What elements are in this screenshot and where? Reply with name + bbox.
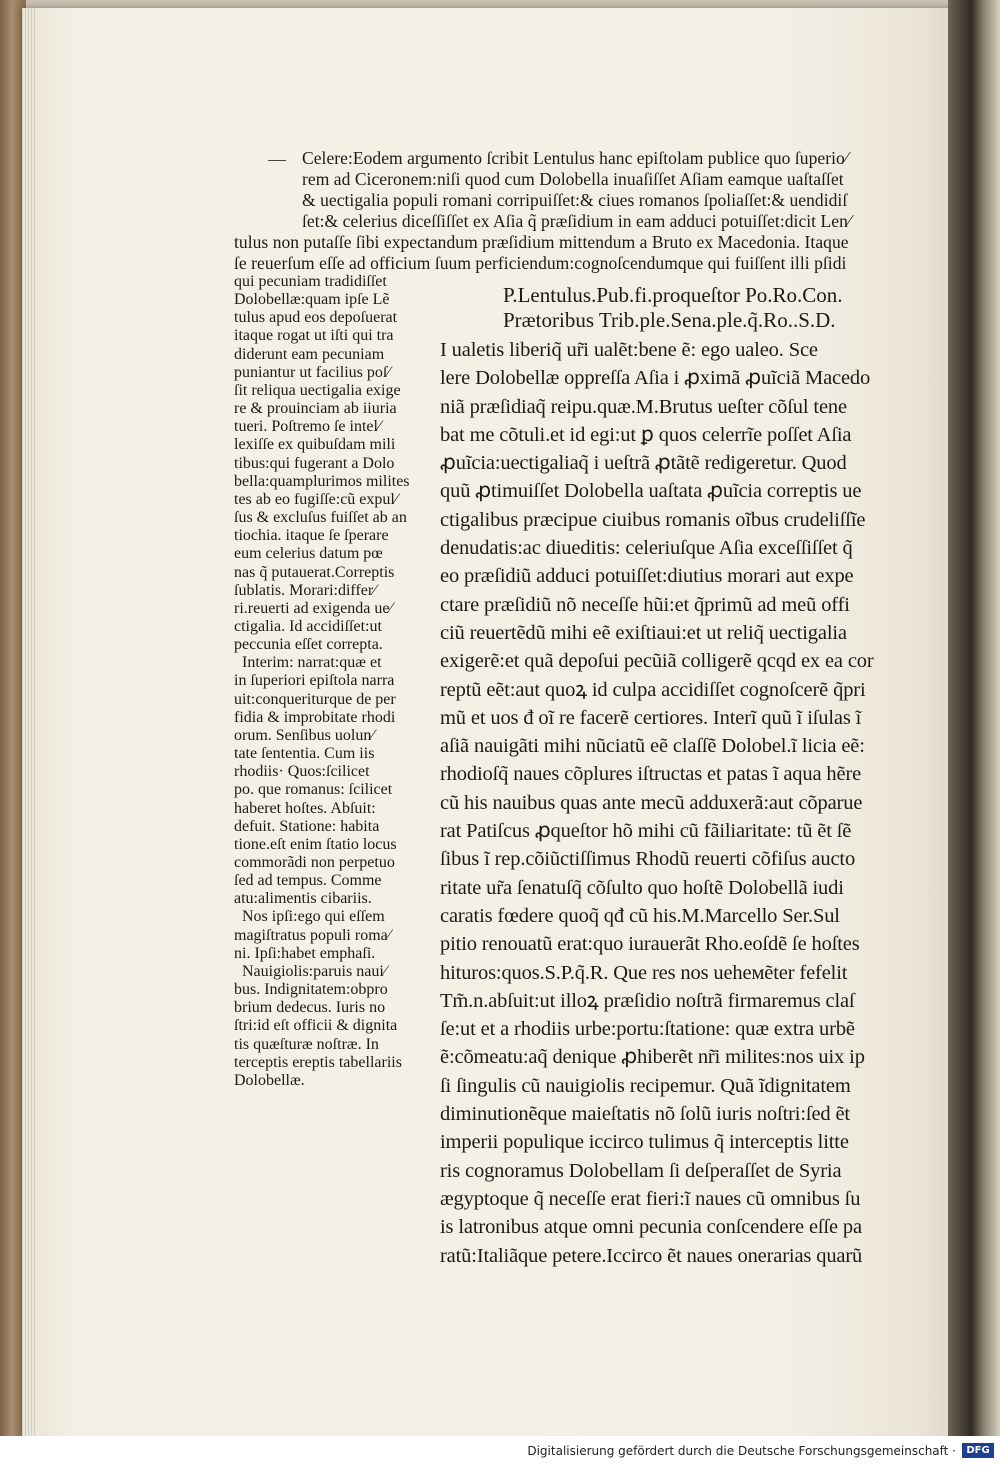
commentary-line: re & prouinciam ab iiuria: [234, 400, 397, 418]
commentary-line: Nos ipſi:ego qui eſſem: [242, 908, 385, 926]
page-edge-stack: [22, 8, 36, 1436]
body-line: is latronibus atque omni pecunia conſcendere eſſe pa: [440, 1216, 862, 1239]
body-line: reptũ eẽt:aut quoꝝ id culpa accidiſſet cognoſcerẽ q̃pri: [440, 678, 866, 701]
heading-line: P.Lentulus.Pub.fi.proqueſtor Po.Ro.Con.: [503, 283, 843, 307]
commentary-line: tis quæſturæ noſtræ. In: [234, 1035, 379, 1053]
body-line: niã præſidiaq̃ reipu.quæ.M.Brutus ueſter cõſul tene: [440, 395, 847, 418]
commentary-line: tes ab eo fugiſſe:cũ expul⁄: [234, 490, 398, 508]
body-line: ciũ reuertẽdũ mihi eẽ exiſtiaui:et ut reliq̃ uectigalia: [440, 621, 847, 644]
dfg-logo-icon[interactable]: DFG: [962, 1443, 994, 1458]
body-line: bat me cõtuli.et id egi:ut ꝑ quos celerrĩe poſſet Aſia: [440, 423, 852, 446]
book-gutter: [948, 0, 1000, 1436]
commentary-line: tione.eſt enim ſtatio locus: [234, 835, 397, 853]
commentary-line: po. que romanus: ſcilicet: [234, 781, 393, 799]
commentary-line: fidia & improbitate rhodi: [234, 708, 396, 726]
commentary-line: in ſuperiori epiſtola narra: [234, 672, 395, 690]
body-line: ctare præſidiũ nõ neceſſe hũi:et q̃primũ ad meũ offi: [440, 593, 850, 616]
commentary-line: ſublatis. Morari:differ⁄: [234, 581, 376, 599]
show-through-text: [808, 150, 813, 166]
commentary-line: Nauigiolis:paruis naui⁄: [242, 962, 387, 980]
commentary-line: tueri. Poſtremo ſe intel⁄: [234, 418, 381, 436]
body-line: ctigalibus præcipue ciuibus romanis oĩbus crudeliſſĩe: [440, 508, 866, 531]
body-line: ritate ur̃a ſenatuſq̃ cõſulto quo hoſtẽ Dolobellã iudi: [440, 876, 844, 899]
commentary-line: Dolobellæ:quam ipſe Lẽ: [234, 291, 390, 309]
top-line: ſe reuerſum eſſe ad officium ſuum perficiendum:cognoſcendumque qui fuiſſent illi pſidi: [234, 253, 847, 273]
commentary-line: orum. Senſibus uolun⁄: [234, 726, 375, 744]
body-line: ægyptoque q̃ neceſſe erat fieri:ĩ naues cũ omnibus ſu: [440, 1187, 861, 1210]
body-line: ratũ:Italiãque petere.Iccirco ẽt naues onerarias quarũ: [440, 1244, 863, 1267]
top-line: ſet:& celerius diceſſiſſet ex Aſia q̃ præſidium in eam adduci potuiſſet:dicit Len⁄: [302, 211, 851, 231]
commentary-line: peccunia eſſet correpta.: [234, 636, 383, 654]
commentary-line: Dolobellæ.: [234, 1071, 305, 1089]
commentary-line: bus. Indignitatem:obpro: [234, 981, 388, 999]
commentary-line: ni. Ipſi:habet emphaſi.: [234, 944, 376, 962]
top-line: Celere:Eodem argumento ſcribit Lentulus hanc epiſtolam publice quo ſuperio⁄: [302, 148, 848, 168]
commentary-line: uit:conqueriturque de per: [234, 690, 396, 708]
top-line: tulus non putaſſe ſibi expectandum præſidium mittendum a Bruto ex Macedonia. Itaque: [234, 232, 849, 252]
body-line: ſi ſingulis cũ nauigiolis recipemur. Quã ĩdignitatem: [440, 1074, 851, 1097]
commentary-line: ſus & excluſus fuiſſet ab an: [234, 509, 407, 527]
commentary-line: qui pecuniam tradidiſſet: [234, 273, 387, 290]
commentary-line: magiſtratus populi roma⁄: [234, 926, 391, 944]
commentary-line: tibus:qui fugerant a Dolo: [234, 454, 395, 472]
body-line: rhodioſq̃ naues cõplures iſtructas et patas ĩ aqua hẽre: [440, 763, 862, 786]
commentary-line: defuit. Statione: habita: [234, 817, 380, 835]
body-line: aſiã nauigãti mihi nũciatũ eẽ claſſẽ Dolobel.ĩ licia eẽ:: [440, 735, 865, 758]
body-line: rat Patiſcus ꝓqueſtor hõ mihi cũ fãiliaritate: tũ ẽt ſẽ: [440, 820, 852, 843]
body-line: cũ his nauibus quas ante mecũ adduxerã:aut cõparue: [440, 791, 863, 814]
commentary-line: diderunt eam pecuniam: [234, 345, 385, 363]
body-line: ꝓuĩcia:uectigaliaq̃ i ueſtrã ꝓtãtẽ redigeretur. Quod: [440, 452, 847, 475]
body-line: pitio renouatũ erat:quo iurauerãt Rho.eoſdẽ ſe hoſtes: [440, 933, 860, 956]
commentary-line: atu:alimentis cibariis.: [234, 890, 372, 908]
commentary-column: [234, 273, 444, 1090]
commentary-line: puniantur ut facilius poſ⁄: [234, 363, 390, 381]
body-line: mũ et uos đ oĩ re facerẽ certiores. Interĩ quũ ĩ iſulas ĩ: [440, 706, 862, 729]
commentary-line: ſit reliqua uectigalia exige: [234, 381, 401, 399]
commentary-line: ſed ad tempus. Comme: [234, 872, 382, 890]
commentary-line: tulus apud eos depoſuerat: [234, 309, 398, 327]
body-line: hituros:quos.S.P.q̃.R. Que res nos ueheмẽter fefelit: [440, 961, 848, 984]
commentary-line: nas q̃ putauerat.Correptis: [234, 563, 395, 581]
body-line: quũ ꝓtimuiſſet Dolobella uaſtata ꝓuĩcia correptis ue: [440, 480, 862, 503]
body-line: Tm̃.n.abſuit:ut illoꝝ præſidio noſtrã firmaremus claſ: [440, 989, 855, 1012]
body-line: imperii populique iccirco tulimus q̃ interceptis litte: [440, 1131, 849, 1154]
top-line: & uectigalia populi romani corripuiſſet:& ciues romanos ſpoliaſſet:& uendidiſ: [302, 190, 848, 210]
body-line: exigerẽ:et quã depoſui pecũiã colligerẽ qcqd ex ea cor: [440, 650, 874, 673]
body-line: diminutionẽque maieſtatis nõ ſolũ iuris noſtri:ſed ẽt: [440, 1103, 850, 1126]
body-line: eo præſidiũ adduci potuiſſet:diutius morari aut expe: [440, 565, 854, 588]
commentary-line: ri.reuerti ad exigenda ue⁄: [234, 599, 393, 617]
body-line: ſe:ut et a rhodiis urbe:portu:ſtatione: quæ extra urbẽ: [440, 1018, 855, 1041]
commentary-line: lexiſſe ex quibuſdam mili: [234, 436, 396, 454]
body-line: denudatis:ac diueditis: celeriuſque Aſia exceſſiſſet q̃: [440, 537, 853, 560]
commentary-line: itaque rogat ut iſti qui tra: [234, 327, 394, 345]
commentary-line: terceptis ereptis tabellariis: [234, 1053, 402, 1071]
body-line: caratis fœdere quoq̃ qđ cũ his.M.Marcello Ser.Sul: [440, 904, 840, 927]
body-line: ẽ:cõmeatu:aq̃ denique ꝓhiberẽt nr̃i milites:nos uix ip: [440, 1046, 865, 1069]
commentary-line: rhodiis· Quos:ſcilicet: [234, 763, 370, 781]
commentary-line: tiochia. itaque ſe ſperare: [234, 527, 389, 545]
digitization-footer: [0, 1436, 1000, 1466]
commentary-line: Interim: narrat:quæ et: [242, 654, 382, 672]
footer-credit: Digitalisierung gefördert durch die Deutsche Forschungsgemeinschaft ·: [527, 1444, 956, 1458]
body-line: lere Dolobellæ oppreſſa Aſia i ꝓximã ꝓuĩciã Macedo: [440, 367, 871, 390]
commentary-line: commorãdi non perpetuo: [234, 854, 395, 871]
commentary-line: brium dedecus. Iuris no: [234, 999, 386, 1017]
letter-body: [440, 336, 920, 1270]
body-line: I ualetis liberiq̃ ur̃i ualẽt:bene ẽ: ego ualeo. Sce: [440, 339, 818, 361]
body-line: ris cognoramus Dolobellam ſi deſperaſſet de Syria: [440, 1159, 842, 1182]
commentary-line: haberet hoſtes. Abſuit:: [234, 799, 376, 817]
body-line: ſibus ĩ rep.cõiũctiſſimus Rhodũ reuerti cõfiſus aucto: [440, 848, 856, 871]
margin-mark: [268, 160, 286, 161]
heading-line: Prætoribus Trib.ple.Sena.ple.q̃.Ro..S.D.: [503, 308, 836, 332]
top-line: rem ad Ciceronem:niſi quod cum Dolobella inuaſiſſet Aſiam eamque uaſtaſſet: [302, 169, 844, 189]
commentary-line: eum celerius datum pœ: [234, 545, 383, 563]
commentary-line: bella:quamplurimos milites: [234, 472, 410, 490]
commentary-line: tate ſententia. Cum iis: [234, 745, 375, 763]
commentary-line: ſtri:id eſt officii & dignita: [234, 1017, 398, 1035]
commentary-line: ctigalia. Id accidiſſet:ut: [234, 617, 382, 635]
